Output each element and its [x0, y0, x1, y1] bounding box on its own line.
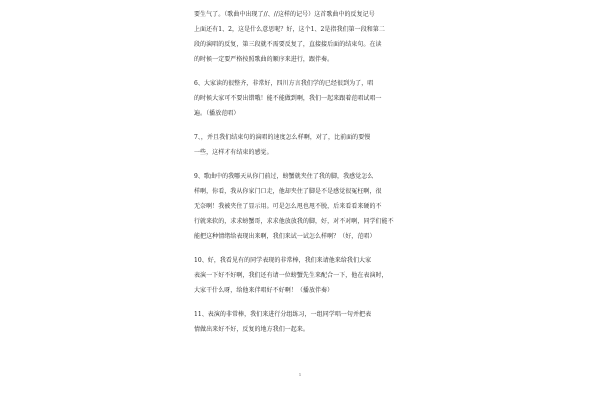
paragraph-5	[194, 7, 414, 67]
text-line: 11、表演的非常棒，我们来进行分组练习，一组同学唱一句并把表	[194, 311, 372, 318]
text-line: 行就来软的，求求螃蟹哥，求求他放放我的脚，好，对不对啊，同学们能不	[194, 218, 394, 225]
paragraph-7	[194, 130, 414, 160]
paragraph-spacer	[194, 67, 414, 76]
page-number: 1	[298, 372, 302, 377]
text-line: 无奈啊！我被夹住了显示用。可是怎么甩也甩不脱，后来看看来硬的不	[194, 203, 382, 210]
text-line: 要生气了。（歌曲中出现了//、//这样的记号）这首歌曲中的反复记号	[194, 11, 375, 18]
text-line: 的时候一定要严格按照歌曲的顺序来进行，跟伴奏。	[194, 56, 334, 63]
text-line: 6、大家读的很整齐，非常好，四川方言我们学的已经很到为了，唱	[194, 80, 374, 87]
text-line: 样啊，你看，我从你家门口走，他却夹住了脚是不是感觉很冤枉啊，很	[194, 188, 382, 195]
paragraph-6	[194, 76, 414, 121]
text-line: 10、好，我看见有的同学表现的非常棒，我们来请他来给我们大家	[194, 257, 372, 264]
text-line: 大家干什么呀，给他来伴唱好不好啊！（播放伴奏）	[194, 287, 334, 294]
paragraph-spacer	[194, 121, 414, 130]
text-line: 9、歌曲中的我哪天从你门前过，螃蟹就夹住了我的脚，我感觉怎么	[194, 173, 374, 180]
text-line: 段的演唱的反复，第三段就不需要反复了，直接接后面的结束句。在读	[194, 41, 382, 48]
text-line: 上面还有1、2，这是什么意思呢？好，这个1、2是指我们第一段和第二	[194, 26, 385, 33]
paragraph-spacer	[194, 244, 414, 253]
text-line: 表演一下好不好啊，我们还有请一位螃蟹先生来配合一下，他在表演时，	[194, 272, 388, 279]
paragraph-9	[194, 169, 414, 244]
document-body	[194, 7, 414, 337]
text-line: 遍。（播放范唱）	[194, 110, 240, 117]
text-line: 能把这种情绪给表现出来啊，我们来试一试怎么样啊？（好，范唱）	[194, 233, 376, 240]
paragraph-spacer	[194, 298, 414, 307]
text-line: 一些，这样才有结束的感觉。	[194, 149, 273, 156]
text-line: 7、，并且我们结束句的演唱的速度怎么样啊，对了，比前面的要慢	[194, 134, 371, 141]
paragraph-11	[194, 307, 414, 337]
text-line: 情做出来好不好，反复的地方我们一起来。	[194, 326, 309, 333]
paragraph-spacer	[194, 160, 414, 169]
paragraph-10	[194, 253, 414, 298]
text-line: 的时候大家可不要出错哦！能不能做到啊，我们一起来跟着范唱试唱一	[194, 95, 382, 102]
